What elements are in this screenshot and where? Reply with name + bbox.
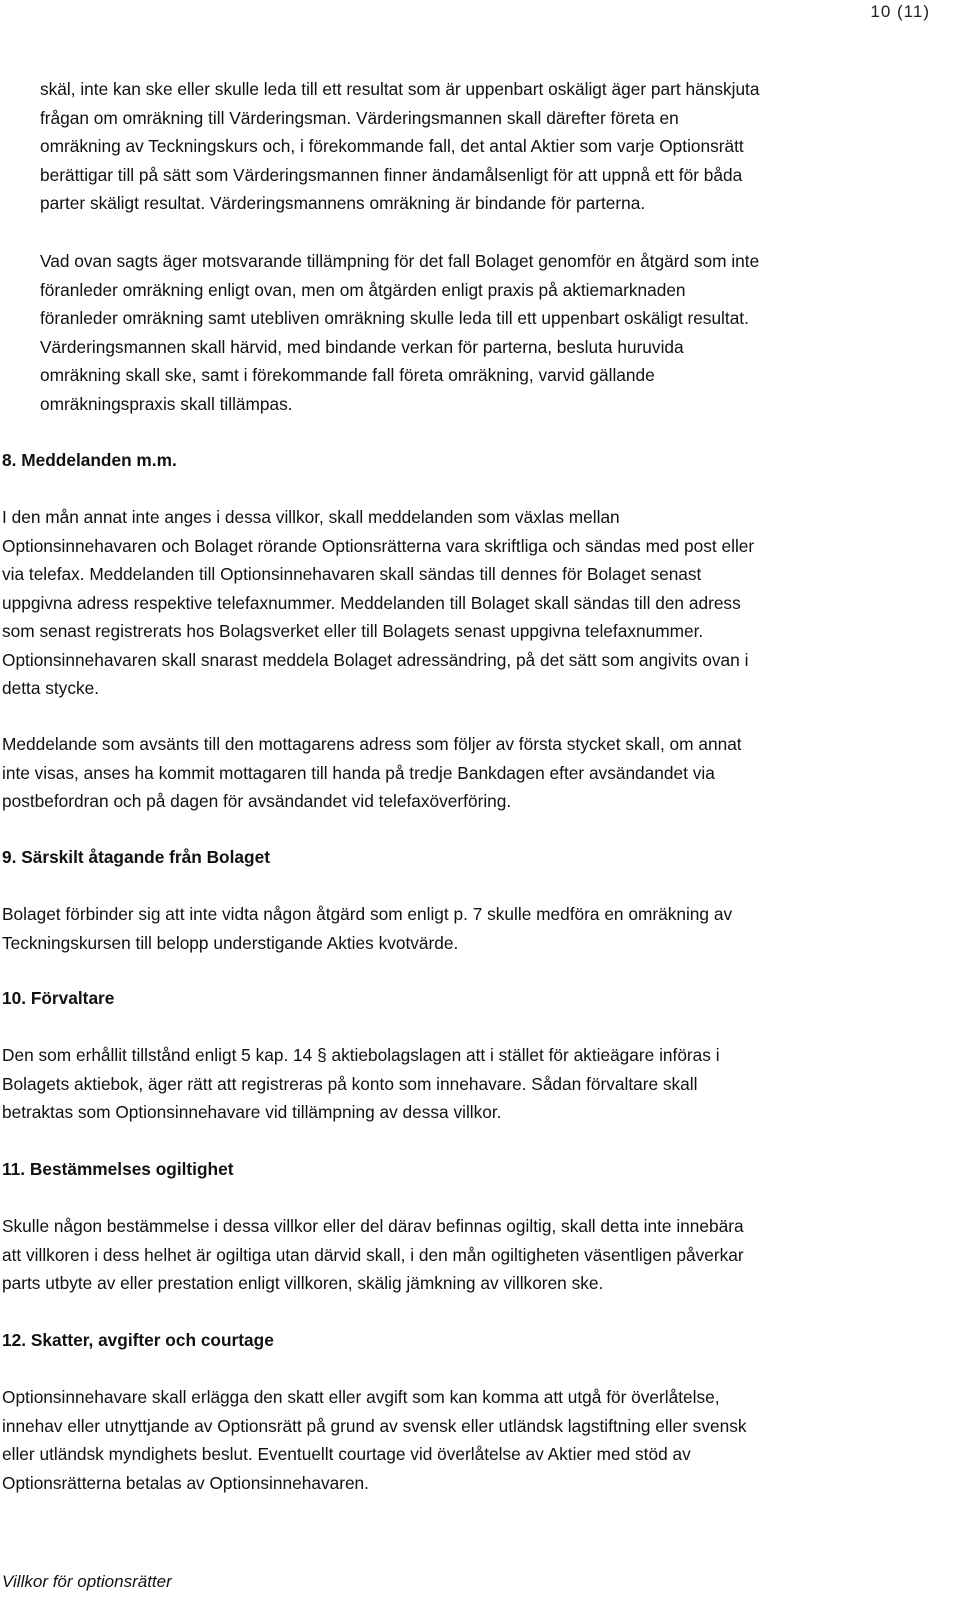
paragraph-special-undertaking: [2, 900, 732, 957]
paragraph-valuation-recalculation: [40, 75, 759, 218]
paragraph-taxes: [2, 1383, 746, 1497]
text-line: postbefordran och på dagen för avsändandet vid telefaxöverföring.: [2, 791, 512, 811]
text-line: Optionsinnehavare skall erlägga den skatt eller avgift som kan komma att utgå för överlåtelse,: [2, 1387, 720, 1407]
text-line: att villkoren i dess helhet är ogiltiga utan därvid skall, i den mån ogiltigheten väsentligen påverkar: [2, 1244, 744, 1265]
text-line: parter skäligt resultat. Värderingsmannens omräkning är bindande för parterna.: [40, 193, 646, 213]
section-heading-taxes: 12. Skatter, avgifter och courtage: [2, 1330, 274, 1350]
text-line: Värderingsmannen skall härvid, med bindande verkan för parterna, besluta huruvida: [40, 336, 684, 357]
text-line: Teckningskursen till belopp understigande Akties kvotvärde.: [2, 932, 459, 953]
page-footer: Villkor för optionsrätter: [2, 1572, 172, 1591]
text-line: Optionsinnehavaren och Bolaget rörande Optionsrätterna vara skriftliga och sändas med post eller: [2, 535, 755, 556]
text-line: föranleder omräkning samt utebliven omräkning skulle leda till ett uppenbart oskäligt resultat.: [40, 308, 749, 328]
text-line: I den mån annat inte anges i dessa villkor, skall meddelanden som växlas mellan: [2, 507, 620, 527]
text-line: omräkningspraxis skall tillämpas.: [40, 393, 293, 414]
text-line: omräkning skall ske, samt i förekommande fall företa omräkning, varvid gällande: [40, 365, 655, 385]
page-number: 10 (11): [870, 2, 930, 21]
text-line: Meddelande som avsänts till den mottagarens adress som följer av första stycket skall, om annat: [2, 734, 742, 754]
paragraph-invalidity: [2, 1212, 744, 1298]
text-line: frågan om omräkning till Värderingsman. Värderingsmannen skall därefter företa en: [40, 107, 679, 128]
text-line: skäl, inte kan ske eller skulle leda till ett resultat som är uppenbart oskäligt äger part hänskjuta: [40, 79, 760, 99]
paragraph-nominee: [2, 1041, 720, 1127]
section-heading-nominee: 10. Förvaltare: [2, 988, 115, 1008]
text-line: Optionsinnehavaren skall snarast meddela Bolaget adressändring, på det sätt som angivits ovan i: [2, 649, 749, 670]
text-line: Vad ovan sagts äger motsvarande tillämpning för det fall Bolaget genomför en åtgärd som inte: [40, 251, 760, 271]
section-heading-special-undertaking: 9. Särskilt åtagande från Bolaget: [2, 847, 270, 867]
text-line: uppgivna adress respektive telefaxnummer. Meddelanden till Bolaget skall sändas till den adress: [2, 592, 741, 613]
text-line: parts utbyte av eller prestation enligt villkoren, skälig jämkning av villkoren ske.: [2, 1273, 604, 1293]
text-line: via telefax. Meddelanden till Optionsinnehavaren skall sändas till dennes för Bolaget senast: [2, 564, 702, 584]
text-line: inte visas, anses ha kommit mottagaren till handa på tredje Bankdagen efter avsändandet via: [2, 762, 715, 783]
text-line: som senast registrerats hos Bolagsverket eller till Bolagets senast uppgivna telefaxnummer.: [2, 621, 704, 641]
text-line: detta stycke.: [2, 678, 100, 698]
text-line: Den som erhållit tillstånd enligt 5 kap. 14 § aktiebolagslagen att i stället för aktieägare införas i: [2, 1045, 720, 1065]
text-line: Bolagets aktiebok, äger rätt att registreras på konto som innehavare. Sådan förvaltare skall: [2, 1073, 698, 1094]
paragraph-notices: [2, 503, 754, 703]
text-line: Bolaget förbinder sig att inte vidta någon åtgärd som enligt p. 7 skulle medföra en omräkning av: [2, 904, 733, 924]
section-heading-invalidity: 11. Bestämmelses ogiltighet: [2, 1159, 234, 1179]
paragraph-corresponding-application: [40, 247, 759, 418]
section-heading-notices: 8. Meddelanden m.m.: [2, 450, 177, 470]
text-line: innehav eller utnyttjande av Optionsrätt på grund av svensk eller utländsk lagstiftning eller svensk: [2, 1415, 747, 1436]
text-line: Optionsrätterna betalas av Optionsinnehavaren.: [2, 1472, 369, 1493]
text-line: betraktas som Optionsinnehavare vid tillämpning av dessa villkor.: [2, 1102, 502, 1122]
text-line: omräkning av Teckningskurs och, i förekommande fall, det antal Aktier som varje Optionsrätt: [40, 136, 744, 156]
text-line: Skulle någon bestämmelse i dessa villkor eller del därav befinnas ogiltig, skall detta inte innebära: [2, 1216, 744, 1236]
text-line: föranleder omräkning enligt ovan, men om åtgärden enligt praxis på aktiemarknaden: [40, 279, 686, 300]
text-line: eller utländsk myndighets beslut. Eventuellt courtage vid överlåtelse av Aktier med stöd av: [2, 1444, 691, 1464]
text-line: berättigar till på sätt som Värderingsmannen finner ändamålsenligt för att uppnå ett för båda: [40, 164, 743, 185]
paragraph-notice-delivery: [2, 730, 742, 816]
